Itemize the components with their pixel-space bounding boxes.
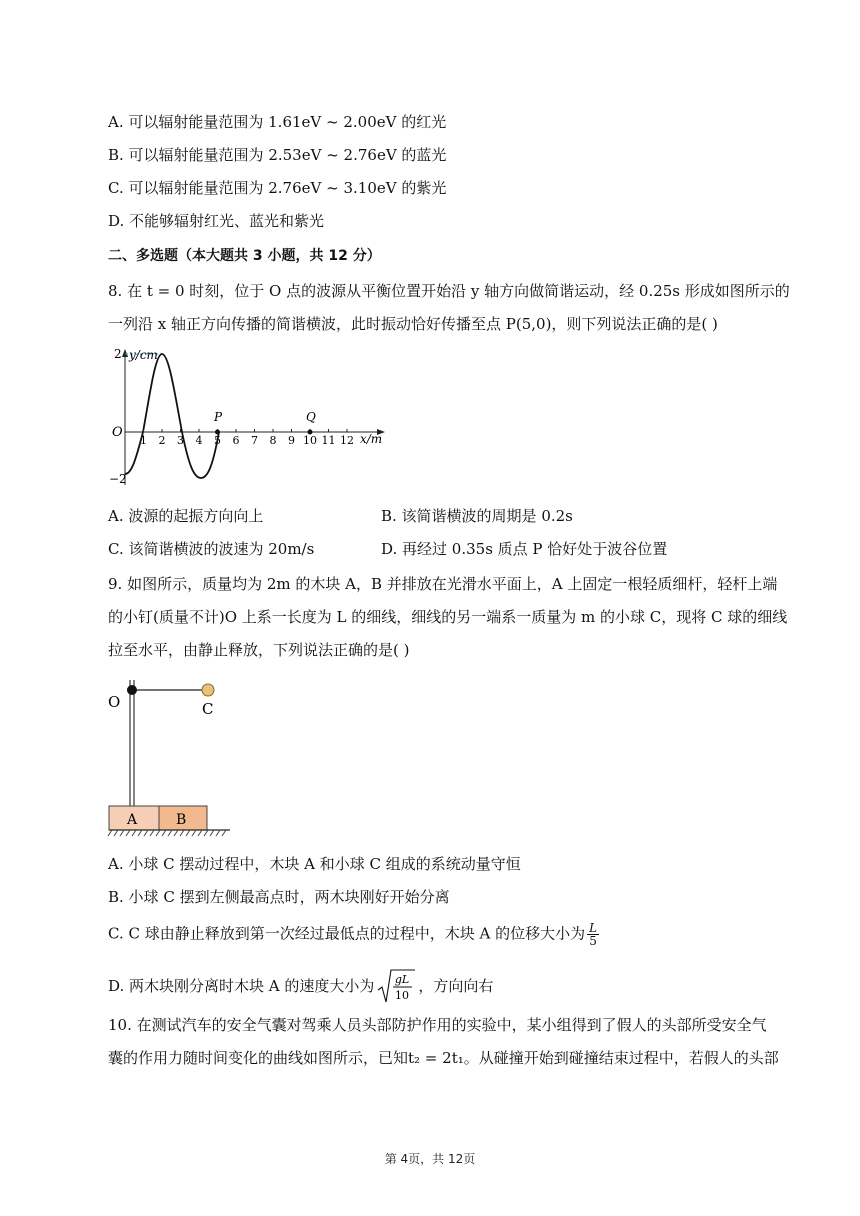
- x-tick-label: 3: [177, 434, 184, 447]
- wave-graph: [105, 345, 390, 495]
- x-tick-label: 8: [269, 434, 277, 447]
- q9-option-a: A. 小球 C 摆动过程中，木块 A 和小球 C 组成的系统动量守恒: [108, 855, 521, 873]
- pendulum-figure: [104, 676, 236, 840]
- section-heading: 二、多选题（本大题共 3 小题，共 12 分）: [108, 248, 381, 264]
- block-b-label: B: [176, 812, 187, 828]
- fraction-l-over-5: [587, 922, 599, 947]
- point-q-label: Q: [306, 410, 316, 424]
- sqrt-numerator: gL: [395, 973, 410, 986]
- nail-o: [127, 685, 137, 695]
- q9-stem-line2: 的小钉(质量不计)O 上系一长度为 L 的细线，细线的另一端系一质量为 m 的小球 C，现将 C 球的细线: [108, 608, 788, 626]
- q8-stem-line2: 一列沿 x 轴正方向传播的简谐横波，此时振动恰好传播至点 P(5,0)，则下列说法正确的是( ): [108, 315, 718, 333]
- y-min-label: −2: [109, 472, 127, 486]
- x-tick-label: 7: [251, 434, 258, 447]
- ball-c: [202, 684, 214, 696]
- y-max-label: 2: [114, 347, 122, 361]
- origin-label: O: [112, 425, 123, 440]
- x-tick-label: 4: [195, 434, 203, 447]
- x-tick-label: 12: [340, 434, 354, 447]
- q10-stem-line2: 囊的作用力随时间变化的曲线如图所示，已知t₂ = 2t₁。从碰撞开始到碰撞结束过程中，若假人的头部: [108, 1049, 779, 1067]
- fraction-numerator: L: [589, 921, 598, 935]
- q8-option-a: A. 波源的起振方向向上: [108, 507, 264, 525]
- block-a-label: A: [127, 812, 138, 828]
- wave-curve: [125, 354, 219, 478]
- label-c: C: [202, 700, 214, 718]
- y-axis-label: y/cm: [129, 348, 158, 362]
- x-tick-label: 2: [158, 434, 166, 447]
- q9-option-c: [108, 922, 599, 947]
- x-tick-label: 11: [321, 434, 336, 447]
- q9-option-b: B. 小球 C 摆到左侧最高点时，两木块刚好开始分离: [108, 888, 450, 906]
- x-tick-label: 5: [214, 434, 221, 447]
- q8-option-d: D. 再经过 0.35s 质点 P 恰好处于波谷位置: [381, 540, 668, 558]
- q7-option-c: C. 可以辐射能量范围为 2.76eV ~ 3.10eV 的紫光: [108, 179, 447, 197]
- q8-option-b: B. 该简谐横波的周期是 0.2s: [381, 507, 573, 525]
- q8-option-c: C. 该简谐横波的波速为 20m/s: [108, 540, 315, 558]
- x-tick-label: 9: [288, 434, 295, 447]
- page-footer: 第 4页，共 12页: [384, 1152, 476, 1166]
- q9-option-c-text: C. C 球由静止释放到第一次经过最低点的过程中，木块 A 的位移大小为: [108, 924, 586, 943]
- fraction-denominator: 5: [589, 934, 597, 948]
- q9-option-d-text: D. 两木块刚分离时木块 A 的速度大小为: [108, 977, 375, 995]
- q7-option-b: B. 可以辐射能量范围为 2.53eV ~ 2.76eV 的蓝光: [108, 146, 447, 164]
- q9-stem-line3: 拉至水平，由静止释放，下列说法正确的是( ): [108, 641, 410, 659]
- q9-stem-line1: 9. 如图所示，质量均为 2m 的木块 A，B 并排放在光滑水平面上，A 上固定一根轻质细杆，轻杆上端: [108, 575, 778, 593]
- x-axis-label: x/m: [360, 432, 383, 446]
- sqrt-expression: [376, 968, 416, 1006]
- q7-option-a: A. 可以辐射能量范围为 1.61eV ~ 2.00eV 的红光: [108, 113, 447, 131]
- x-tick-label: 10: [303, 434, 317, 447]
- point-p-label: P: [214, 410, 223, 424]
- sqrt-denominator: 10: [395, 989, 410, 1002]
- x-tick-label: 1: [140, 434, 147, 447]
- label-o: O: [108, 693, 121, 711]
- x-tick-label: 6: [232, 434, 240, 447]
- q8-stem-line1: 8. 在 t = 0 时刻，位于 O 点的波源从平衡位置开始沿 y 轴方向做简谐运动，经 0.25s 形成如图所示的: [108, 282, 790, 300]
- q9-option-d-direction: ，方向向右: [418, 977, 494, 995]
- q7-option-d: D. 不能够辐射红光、蓝光和紫光: [108, 212, 325, 230]
- q9-option-d: [108, 968, 493, 1006]
- q10-stem-line1: 10. 在测试汽车的安全气囊对驾乘人员头部防护作用的实验中，某小组得到了假人的头部所受安全气: [108, 1016, 767, 1034]
